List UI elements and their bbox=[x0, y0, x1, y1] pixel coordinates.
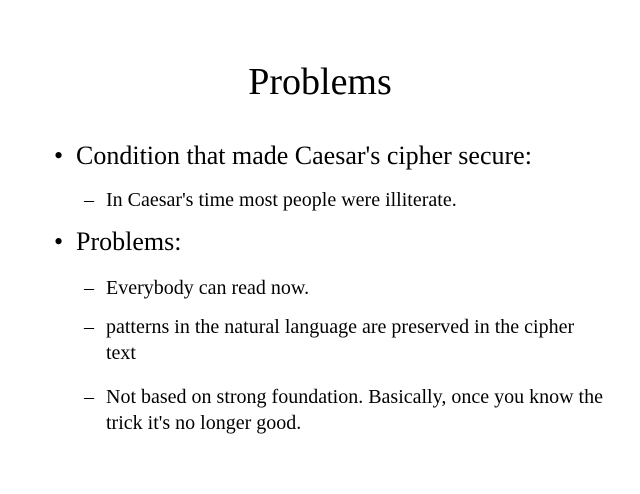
sub-item bbox=[84, 384, 604, 436]
sub-item bbox=[84, 187, 604, 213]
bullet-text: Problems: bbox=[76, 227, 182, 256]
dash-icon: – bbox=[84, 386, 94, 408]
sub-item bbox=[84, 275, 604, 301]
sub-item-text: Not based on strong foundation. Basically, once you know the trick it's no longer good. bbox=[106, 386, 603, 434]
sub-item-text: Everybody can read now. bbox=[106, 277, 310, 299]
bullet-item bbox=[54, 226, 181, 258]
dash-icon: – bbox=[84, 316, 94, 338]
bullet-text: Condition that made Caesar's cipher secure: bbox=[76, 141, 532, 170]
bullet-item bbox=[54, 140, 532, 172]
sub-item-text: In Caesar's time most people were illiterate. bbox=[106, 189, 457, 211]
dash-icon: – bbox=[84, 189, 94, 211]
bullet-icon: • bbox=[54, 227, 64, 256]
sub-item bbox=[84, 314, 604, 366]
sub-item-text: patterns in the natural language are preserved in the cipher text bbox=[106, 316, 575, 364]
bullet-icon: • bbox=[54, 141, 64, 170]
dash-icon: – bbox=[84, 277, 94, 299]
slide-title: Problems bbox=[248, 61, 392, 103]
